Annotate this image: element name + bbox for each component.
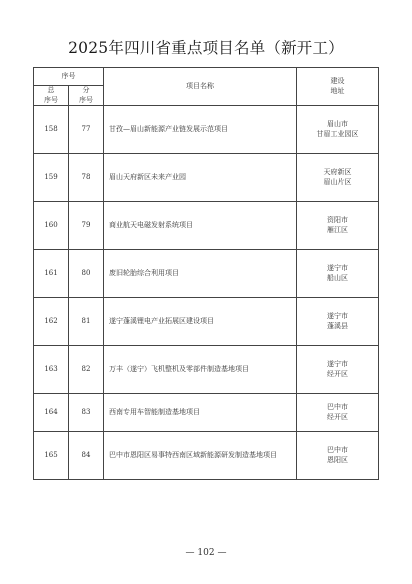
project-name-cell: 商业航天电磁发射系统项目 [104, 202, 297, 250]
sub-serial-cell: 83 [69, 394, 104, 432]
location-line-2: 雁江区 [327, 225, 348, 234]
total-serial-cell: 162 [34, 298, 69, 346]
table-row [34, 346, 379, 394]
project-name-cell: 西南专用车智能制造基地项目 [104, 394, 297, 432]
project-name-cell: 巴中市恩阳区易事特西南区域新能源研发制造基地项目 [104, 432, 297, 480]
sub-serial-cell: 80 [69, 250, 104, 298]
location-line-1: 巴中市 [327, 446, 348, 455]
location-header-line-2: 地址 [330, 86, 345, 95]
table-row [34, 154, 379, 202]
sub-serial-cell: 79 [69, 202, 104, 250]
total-serial-cell: 159 [34, 154, 69, 202]
project-name-cell: 甘孜—眉山新能源产业链发展示范项目 [104, 106, 297, 154]
sub-serial-cell: 84 [69, 432, 104, 480]
total-serial-header-line-1: 总 [47, 86, 55, 95]
total-serial-header-line-2: 序号 [44, 95, 58, 104]
location-line-1: 遂宁市 [327, 312, 348, 321]
location-cell [297, 298, 379, 346]
location-line-1: 巴中市 [327, 403, 348, 412]
location-cell [297, 346, 379, 394]
sub-serial-header-line-1: 分 [82, 86, 90, 95]
table-row [34, 202, 379, 250]
location-line-2: 船山区 [327, 273, 348, 282]
total-serial-cell: 158 [34, 106, 69, 154]
sub-serial-header [69, 86, 104, 106]
location-line-1: 遂宁市 [327, 264, 348, 273]
location-cell [297, 106, 379, 154]
location-cell [297, 394, 379, 432]
project-name-cell: 废旧轮胎综合利用项目 [104, 250, 297, 298]
table-row [34, 298, 379, 346]
location-cell [297, 250, 379, 298]
project-name-header: 项目名称 [104, 68, 297, 106]
location-line-1: 资阳市 [327, 216, 348, 225]
location-header [297, 68, 379, 106]
location-cell [297, 202, 379, 250]
project-table [33, 67, 379, 480]
location-line-2: 蓬溪县 [327, 321, 348, 330]
total-serial-cell: 164 [34, 394, 69, 432]
sub-serial-cell: 81 [69, 298, 104, 346]
project-name-cell: 万丰（遂宁）飞机整机及零部件制造基地项目 [104, 346, 297, 394]
sub-serial-cell: 82 [69, 346, 104, 394]
sub-serial-cell: 77 [69, 106, 104, 154]
serial-header: 序号 [34, 68, 104, 86]
location-cell [297, 432, 379, 480]
table-row [34, 432, 379, 480]
table-row [34, 106, 379, 154]
total-serial-cell: 165 [34, 432, 69, 480]
table-row [34, 394, 379, 432]
location-cell [297, 154, 379, 202]
page-number: — 102 — [185, 548, 227, 558]
total-serial-cell: 161 [34, 250, 69, 298]
location-line-1: 眉山市 [327, 120, 348, 129]
location-line-2: 甘眉工业园区 [316, 129, 359, 138]
project-name-cell: 遂宁蓬溪锂电产业拓展区建设项目 [104, 298, 297, 346]
location-line-1: 天府新区 [323, 168, 352, 177]
sub-serial-header-line-2: 序号 [79, 95, 93, 104]
location-line-2: 经开区 [327, 412, 348, 421]
total-serial-cell: 160 [34, 202, 69, 250]
table-row [34, 250, 379, 298]
project-name-cell: 眉山天府新区未来产业园 [104, 154, 297, 202]
location-line-2: 眉山片区 [323, 177, 352, 186]
sub-serial-cell: 78 [69, 154, 104, 202]
location-line-2: 经开区 [327, 369, 348, 378]
location-header-line-1: 建设 [330, 77, 345, 86]
total-serial-header [34, 86, 69, 106]
location-line-2: 恩阳区 [327, 455, 348, 464]
page-title: 2025年四川省重点项目名单（新开工） [68, 39, 344, 57]
location-line-1: 遂宁市 [327, 360, 348, 369]
total-serial-cell: 163 [34, 346, 69, 394]
